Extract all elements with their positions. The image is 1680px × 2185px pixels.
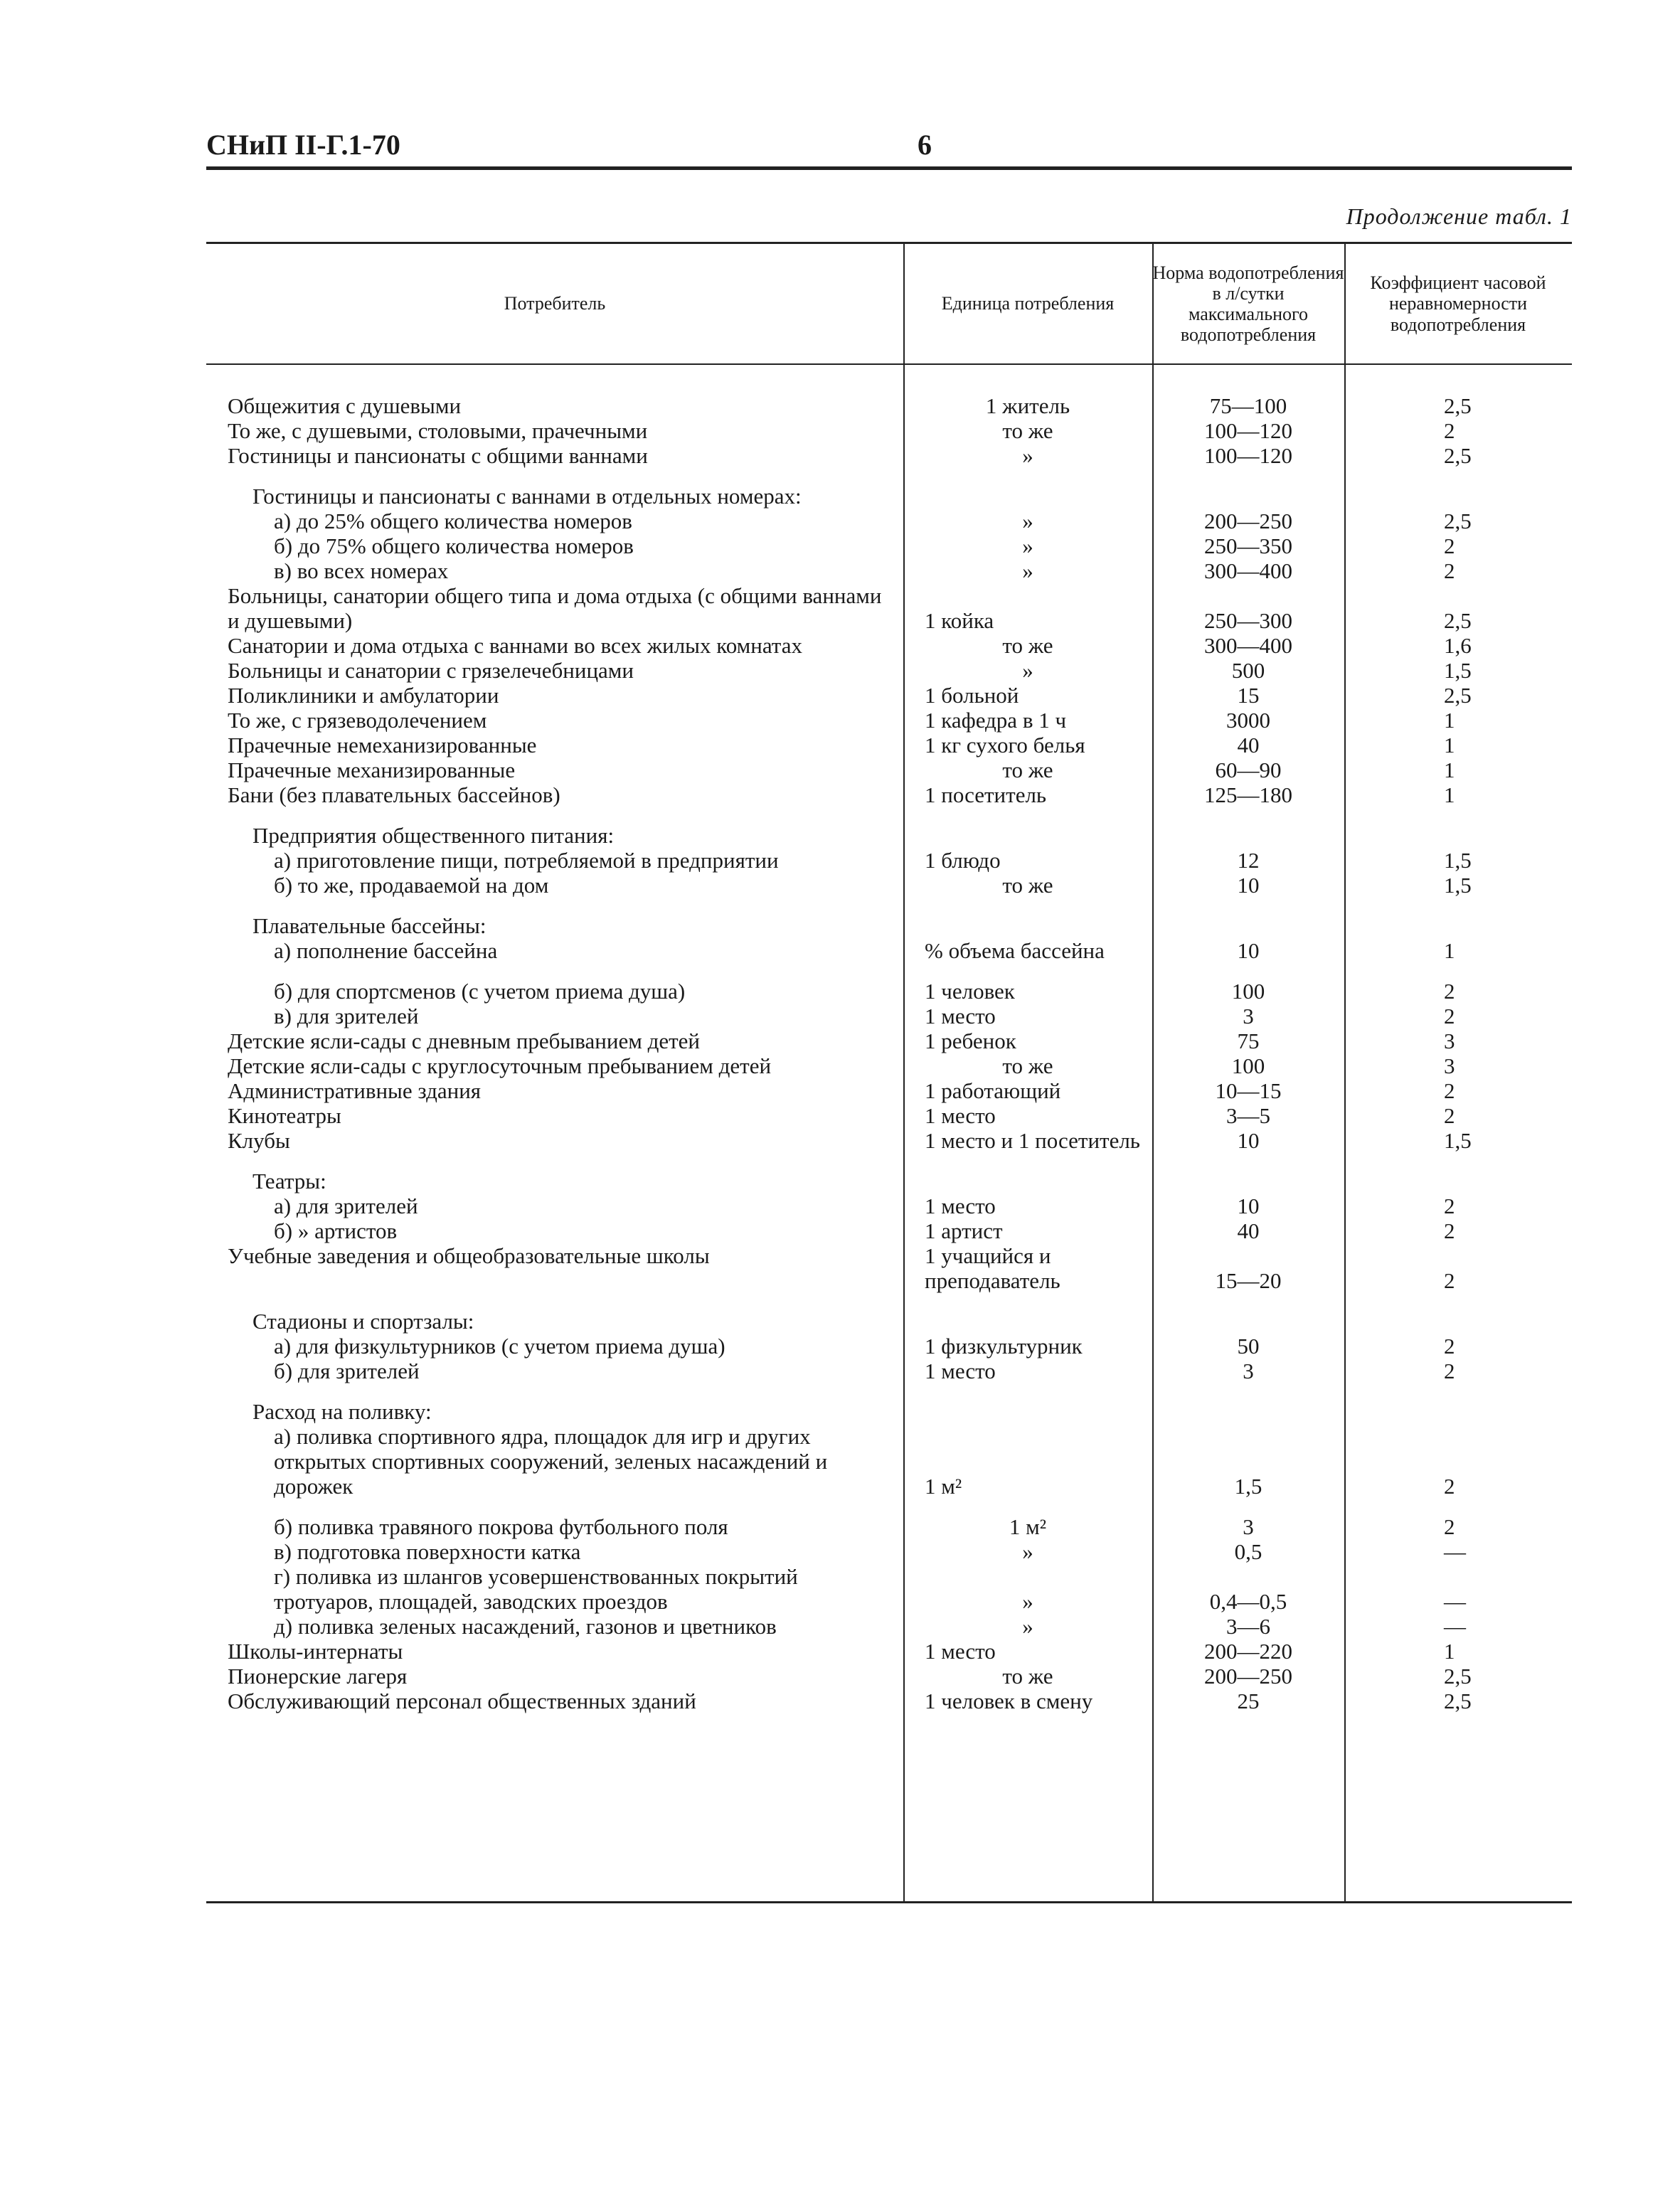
consumer-cell: Больницы, санатории общего типа и дома отдыха (с общими ваннами и душевыми) [228, 583, 882, 633]
coefficient-cell: 1,6 [1444, 633, 1472, 658]
unit-cell: 1 кг сухого белья [925, 733, 1085, 757]
table-row [206, 658, 1572, 683]
coefficient-cell: 1 [1444, 757, 1455, 782]
table-row [206, 1359, 1572, 1383]
norm-cell: 0,4—0,5 [1209, 1589, 1287, 1614]
coefficient-cell: 1 [1444, 1639, 1455, 1664]
consumer-cell: а) приготовление пищи, потребляемой в предприятии [274, 848, 779, 873]
coefficient-cell: — [1444, 1614, 1466, 1639]
unit-cell: % объема бассейна [925, 938, 1105, 963]
unit-cell [903, 1399, 1152, 1424]
table-row [206, 558, 1572, 583]
norm-cell: 100—120 [1204, 418, 1292, 443]
table-row [206, 782, 1572, 807]
unit-cell [903, 1169, 1152, 1193]
coefficient-cell: 2,5 [1444, 1664, 1472, 1689]
norm-cell: 10 [1237, 873, 1260, 898]
unit-cell: то же [1002, 873, 1053, 898]
table-continuation-label: Продолжение табл. 1 [1346, 203, 1572, 229]
unit-cell: 1 место [925, 1359, 996, 1383]
norm-cell [1152, 1309, 1344, 1334]
unit-cell: 1 место [925, 1639, 996, 1664]
consumer-cell: б) то же, продаваемой на дом [274, 873, 549, 898]
consumer-cell: Поликлиники и амбулатории [228, 683, 499, 708]
norm-cell: 300—400 [1204, 633, 1292, 658]
consumer-cell: Кинотеатры [228, 1103, 341, 1128]
coefficient-cell: 2 [1444, 1334, 1455, 1359]
consumer-cell: То же, с душевыми, столовыми, прачечными [228, 418, 648, 443]
table-row [206, 1614, 1572, 1639]
table-row [206, 1514, 1572, 1539]
table-row [206, 1664, 1572, 1689]
unit-cell: 1 человек в смену [925, 1689, 1093, 1713]
table-row [206, 1078, 1572, 1103]
document-code: СНиП II-Г.1-70 [206, 129, 400, 161]
table-row [206, 443, 1572, 468]
table-row [206, 1103, 1572, 1128]
norm-cell: 10 [1237, 938, 1260, 963]
consumer-cell: д) поливка зеленых насаждений, газонов и цветников [274, 1614, 777, 1639]
coefficient-cell [1344, 484, 1572, 509]
coefficient-cell: — [1444, 1589, 1466, 1614]
table-row [206, 979, 1572, 1004]
consumer-cell: Административные здания [228, 1078, 482, 1103]
table-row [206, 393, 1572, 418]
coefficient-cell: 2,5 [1444, 683, 1472, 708]
table-row [206, 1004, 1572, 1028]
table-row [206, 848, 1572, 873]
coefficient-cell: 2 [1444, 1474, 1455, 1499]
consumer-cell: Санатории и дома отдыха с ваннами во всех жилых комнатах [228, 633, 802, 658]
coefficient-cell: 1 [1444, 782, 1455, 807]
coefficient-cell: 2 [1444, 1268, 1455, 1293]
table-row [206, 1689, 1572, 1713]
norm-cell: 3000 [1226, 708, 1270, 733]
column-header-norm: Норма водопотребления в л/сутки максимального водопотребления [1152, 262, 1344, 346]
header-divider [206, 363, 1572, 365]
table-row [206, 733, 1572, 757]
coefficient-cell: 2 [1444, 418, 1455, 443]
table-row [206, 1639, 1572, 1664]
unit-cell: 1 артист [925, 1218, 1003, 1243]
consumer-cell: Бани (без плавательных бассейнов) [228, 782, 560, 807]
page-header [206, 128, 1572, 171]
consumer-cell: Учебные заведения и общеобразовательные школы [228, 1243, 710, 1268]
consumer-cell: Больницы и санатории с грязелечебницами [228, 658, 634, 683]
unit-cell: 1 койка [925, 608, 994, 633]
norm-cell: 50 [1237, 1334, 1260, 1359]
coefficient-cell: 3 [1444, 1053, 1455, 1078]
consumer-cell: Клубы [228, 1128, 290, 1153]
consumer-cell: а) до 25% общего количества номеров [274, 509, 632, 533]
table-row [206, 1399, 1572, 1424]
consumer-cell: Обслуживающий персонал общественных зданий [228, 1689, 696, 1713]
table-row [206, 1218, 1572, 1243]
unit-cell: » [1022, 509, 1033, 533]
unit-cell: 1 больной [925, 683, 1019, 708]
unit-cell [903, 823, 1152, 848]
coefficient-cell: 2 [1444, 1078, 1455, 1103]
table-row [206, 1193, 1572, 1218]
norm-cell: 0,5 [1234, 1539, 1262, 1564]
consumer-cell: Пионерские лагеря [228, 1664, 408, 1689]
consumer-cell: б) до 75% общего количества номеров [274, 533, 634, 558]
consumer-cell: Плавательные бассейны: [252, 913, 487, 938]
coefficient-cell: 2 [1444, 558, 1455, 583]
coefficient-cell [1344, 913, 1572, 938]
unit-cell [903, 913, 1152, 938]
norm-cell: 12 [1237, 848, 1260, 873]
consumer-cell: б) для спортсменов (с учетом приема душа) [274, 979, 686, 1004]
table-row [206, 938, 1572, 963]
norm-cell: 100 [1231, 1053, 1265, 1078]
coefficient-cell [1344, 823, 1572, 848]
unit-cell: 1 посетитель [925, 782, 1047, 807]
norm-cell: 500 [1231, 658, 1265, 683]
norm-cell [1152, 1169, 1344, 1193]
consumer-cell: в) для зрителей [274, 1004, 419, 1028]
table-row [206, 1539, 1572, 1564]
table-row [206, 1309, 1572, 1334]
coefficient-cell: 2 [1444, 533, 1455, 558]
unit-cell: то же [1002, 633, 1053, 658]
column-header-consumer: Потребитель [504, 293, 606, 314]
unit-cell: » [1022, 1589, 1033, 1614]
norm-cell: 200—220 [1204, 1639, 1292, 1664]
consumer-cell: То же, с грязеводолечением [228, 708, 487, 733]
norm-cell: 40 [1237, 1218, 1260, 1243]
norm-cell: 10—15 [1215, 1078, 1282, 1103]
consumer-cell: Расход на поливку: [252, 1399, 432, 1424]
table-body [206, 393, 1572, 1713]
coefficient-cell [1344, 1169, 1572, 1193]
norm-cell: 3—6 [1226, 1614, 1270, 1639]
consumer-cell: в) во всех номерах [274, 558, 449, 583]
coefficient-cell: 1,5 [1444, 658, 1472, 683]
consumer-cell: Предприятия общественного питания: [252, 823, 615, 848]
norm-cell: 3—5 [1226, 1103, 1270, 1128]
unit-cell: 1 ребенок [925, 1028, 1016, 1053]
coefficient-cell [1344, 1309, 1572, 1334]
unit-cell: 1 работающий [925, 1078, 1061, 1103]
consumer-cell: а) пополнение бассейна [274, 938, 498, 963]
coefficient-cell: 2 [1444, 1193, 1455, 1218]
coefficient-cell: 3 [1444, 1028, 1455, 1053]
coefficient-cell: 1 [1444, 938, 1455, 963]
consumer-cell: Детские ясли-сады с круглосуточным пребыванием детей [228, 1053, 772, 1078]
coefficient-cell: 2 [1444, 1359, 1455, 1383]
coefficient-cell: 2,5 [1444, 608, 1472, 633]
norm-cell: 40 [1237, 733, 1260, 757]
unit-cell: 1 человек [925, 979, 1015, 1004]
consumer-cell: Гостиницы и пансионаты с общими ваннами [228, 443, 648, 468]
norm-cell: 3 [1243, 1359, 1254, 1383]
consumer-cell: Гостиницы и пансионаты с ваннами в отдельных номерах: [252, 484, 802, 509]
norm-cell: 75 [1237, 1028, 1260, 1053]
norm-cell: 200—250 [1204, 1664, 1292, 1689]
norm-cell: 25 [1237, 1689, 1260, 1713]
consumer-cell: Школы-интернаты [228, 1639, 403, 1664]
coefficient-cell: 1,5 [1444, 873, 1472, 898]
table-row [206, 418, 1572, 443]
norm-cell: 75—100 [1209, 393, 1287, 418]
norm-cell [1152, 913, 1344, 938]
table-row [206, 708, 1572, 733]
table-row [206, 683, 1572, 708]
table-row [206, 1564, 1572, 1614]
norm-cell: 3 [1243, 1004, 1254, 1028]
consumer-cell: Детские ясли-сады с дневным пребыванием детей [228, 1028, 701, 1053]
norm-cell [1152, 484, 1344, 509]
unit-cell: » [1022, 533, 1033, 558]
table-row [206, 1334, 1572, 1359]
unit-cell: 1 блюдо [925, 848, 1001, 873]
unit-cell: 1 кафедра в 1 ч [925, 708, 1067, 733]
unit-cell: то же [1002, 418, 1053, 443]
norm-cell: 60—90 [1215, 757, 1282, 782]
table-row [206, 1243, 1572, 1293]
norm-cell: 250—300 [1204, 608, 1292, 633]
coefficient-cell: 1,5 [1444, 848, 1472, 873]
water-consumption-table [206, 242, 1572, 1903]
unit-cell [903, 1309, 1152, 1334]
table-row [206, 583, 1572, 633]
table-row [206, 823, 1572, 848]
column-header-unit: Единица потребления [941, 293, 1115, 314]
table-row [206, 757, 1572, 782]
unit-cell: 1 м² [925, 1474, 962, 1499]
norm-cell: 1,5 [1234, 1474, 1262, 1499]
unit-cell: » [1022, 658, 1033, 683]
unit-cell: 1 место [925, 1193, 996, 1218]
unit-cell [903, 484, 1152, 509]
table-row [206, 509, 1572, 533]
unit-cell: то же [1002, 757, 1053, 782]
table-row [206, 484, 1572, 509]
norm-cell [1152, 1399, 1344, 1424]
consumer-cell: б) для зрителей [274, 1359, 420, 1383]
norm-cell: 15—20 [1215, 1268, 1282, 1293]
table-row [206, 913, 1572, 938]
norm-cell: 250—350 [1204, 533, 1292, 558]
unit-cell: 1 м² [1009, 1514, 1047, 1539]
norm-cell [1152, 823, 1344, 848]
coefficient-cell: 2,5 [1444, 443, 1472, 468]
unit-cell: то же [1002, 1053, 1053, 1078]
coefficient-cell: 2 [1444, 1514, 1455, 1539]
norm-cell: 3 [1243, 1514, 1254, 1539]
coefficient-cell: 1,5 [1444, 1128, 1472, 1153]
norm-cell: 15 [1237, 683, 1260, 708]
table-row [206, 1169, 1572, 1193]
consumer-cell: Общежития с душевыми [228, 393, 462, 418]
coefficient-cell: — [1444, 1539, 1466, 1564]
table-row [206, 1128, 1572, 1153]
coefficient-cell: 1 [1444, 733, 1455, 757]
coefficient-cell [1344, 1399, 1572, 1424]
table-row [206, 533, 1572, 558]
coefficient-cell: 2,5 [1444, 509, 1472, 533]
unit-cell: 1 место [925, 1103, 996, 1128]
norm-cell: 10 [1237, 1193, 1260, 1218]
norm-cell: 300—400 [1204, 558, 1292, 583]
consumer-cell: Стадионы и спортзалы: [252, 1309, 474, 1334]
consumer-cell: Театры: [252, 1169, 326, 1193]
column-header-coefficient: Коэффициент часовой неравномерности водопотребления [1370, 272, 1546, 335]
unit-cell: 1 место и 1 посетитель [925, 1128, 1140, 1153]
unit-cell: » [1022, 558, 1033, 583]
norm-cell: 100 [1231, 979, 1265, 1004]
norm-cell: 10 [1237, 1128, 1260, 1153]
norm-cell: 200—250 [1204, 509, 1292, 533]
coefficient-cell: 2,5 [1444, 393, 1472, 418]
coefficient-cell: 2,5 [1444, 1689, 1472, 1713]
table-row [206, 633, 1572, 658]
consumer-cell: а) для физкультурников (с учетом приема душа) [274, 1334, 725, 1359]
unit-cell: 1 место [925, 1004, 996, 1028]
header-rule [206, 166, 1572, 170]
coefficient-cell: 2 [1444, 1004, 1455, 1028]
unit-cell: то же [1002, 1664, 1053, 1689]
coefficient-cell: 2 [1444, 979, 1455, 1004]
consumer-cell: г) поливка из шлангов усовершенствованных покрытий тротуаров, площадей, заводских проездов [274, 1564, 798, 1614]
consumer-cell: в) подготовка поверхности катка [274, 1539, 581, 1564]
norm-cell: 100—120 [1204, 443, 1292, 468]
coefficient-cell: 2 [1444, 1218, 1455, 1243]
consumer-cell: б) » артистов [274, 1218, 398, 1243]
unit-cell: 1 учащийся и преподаватель [925, 1243, 1060, 1293]
table-row [206, 873, 1572, 898]
unit-cell: » [1022, 443, 1033, 468]
consumer-cell: б) поливка травяного покрова футбольного поля [274, 1514, 728, 1539]
unit-cell: 1 житель [985, 393, 1070, 418]
consumer-cell: а) поливка спортивного ядра, площадок для игр и других открытых спортивных сооружений, зеленых насаждений и дорожек [274, 1424, 828, 1499]
unit-cell: » [1022, 1539, 1033, 1564]
norm-cell: 125—180 [1204, 782, 1292, 807]
table-row [206, 1424, 1572, 1499]
table-row [206, 1053, 1572, 1078]
unit-cell: 1 физкультурник [925, 1334, 1083, 1359]
coefficient-cell: 1 [1444, 708, 1455, 733]
consumer-cell: а) для зрителей [274, 1193, 418, 1218]
table-row [206, 1028, 1572, 1053]
unit-cell: » [1022, 1614, 1033, 1639]
consumer-cell: Прачечные немеханизированные [228, 733, 537, 757]
page-number: 6 [918, 129, 932, 161]
coefficient-cell: 2 [1444, 1103, 1455, 1128]
consumer-cell: Прачечные механизированные [228, 757, 516, 782]
